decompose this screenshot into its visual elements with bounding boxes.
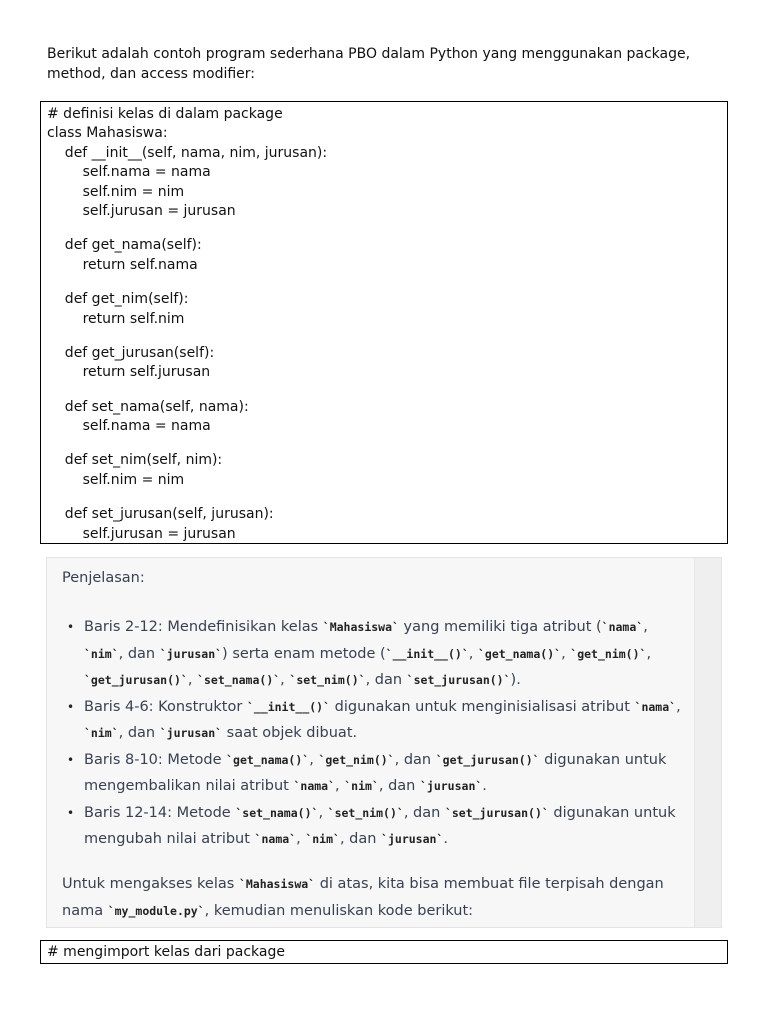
text-span: , bbox=[309, 751, 319, 768]
inline-code: `jurusan` bbox=[159, 726, 223, 740]
inline-code: `jurusan` bbox=[419, 779, 483, 793]
text-span: , dan bbox=[394, 751, 436, 768]
code-line: self.nim = nim bbox=[47, 471, 185, 488]
inline-code: `nama` bbox=[293, 779, 336, 793]
inline-code: `__init__()` bbox=[246, 699, 331, 714]
explanation-bullet-item bbox=[61, 694, 689, 747]
code-line: # definisi kelas di dalam package bbox=[47, 106, 283, 122]
code-line: self.nim = nim bbox=[47, 183, 185, 200]
text-span: digunakan untuk mengembalikan nilai atribut bbox=[84, 751, 667, 794]
text-span: , kemudian menuliskan kode berikut: bbox=[204, 902, 474, 919]
text-span: . bbox=[443, 831, 448, 847]
inline-code: `nim` bbox=[84, 726, 119, 740]
text-span: digunakan untuk mengubah nilai atribut bbox=[84, 804, 676, 847]
code-line: self.jurusan = jurusan bbox=[47, 525, 236, 542]
code-line: def set_nim(self, nim): bbox=[47, 452, 223, 469]
text-span: , dan bbox=[118, 725, 160, 741]
inline-code: `set_nama()` bbox=[235, 805, 319, 820]
text-span: , dan bbox=[339, 831, 382, 847]
text-span: Untuk mengakses kelas bbox=[62, 876, 239, 892]
text-span: , dan bbox=[118, 645, 160, 662]
inline-code: `get_nim()` bbox=[318, 752, 395, 767]
bullet-dot-icon: • bbox=[67, 699, 75, 714]
inline-code: `jurusan` bbox=[159, 646, 223, 661]
explanation-bullet-item bbox=[61, 800, 689, 853]
code-line bbox=[47, 221, 727, 236]
text-span: , bbox=[468, 645, 478, 662]
intro-paragraph bbox=[47, 44, 727, 84]
intro-line-2: method, dan access modifier: bbox=[47, 66, 256, 82]
text-span: , bbox=[676, 698, 681, 715]
inline-code: `nim` bbox=[344, 779, 379, 793]
explanation-bullet-item bbox=[61, 614, 689, 694]
panel-scrollbar[interactable] bbox=[694, 558, 721, 927]
text-span: di atas, kita bisa membuat file terpisah dengan nama bbox=[62, 876, 664, 919]
code-block-import bbox=[40, 940, 728, 964]
inline-code: `set_jurusan()` bbox=[444, 805, 549, 820]
inline-code: `get_nama()` bbox=[477, 646, 562, 661]
text-span: Baris 4-6: Konstruktor bbox=[84, 698, 247, 715]
code-line bbox=[47, 383, 727, 398]
code-line: def __init__(self, nama, nim, jurusan): bbox=[47, 144, 328, 161]
text-span: , dan bbox=[403, 804, 445, 821]
inline-code: `__init__()` bbox=[385, 646, 469, 661]
text-span: ). bbox=[510, 672, 521, 688]
explanation-outro bbox=[62, 871, 692, 924]
text-span: , dan bbox=[378, 778, 420, 794]
inline-code: `jurusan` bbox=[381, 832, 444, 846]
code-line bbox=[47, 329, 727, 344]
code-line: return self.nim bbox=[47, 310, 185, 327]
code-line bbox=[47, 490, 727, 505]
inline-code: `nama` bbox=[601, 620, 644, 634]
inline-code: `set_nama()` bbox=[197, 673, 281, 687]
bullet-dot-icon: • bbox=[67, 752, 75, 767]
text-span: digunakan untuk menginisialisasi atribut bbox=[330, 698, 635, 715]
text-span: , bbox=[561, 645, 571, 662]
text-span: saat objek dibuat. bbox=[222, 725, 358, 741]
inline-code: `get_jurusan()` bbox=[435, 752, 540, 767]
inline-code: `my_module.py` bbox=[107, 903, 205, 918]
code-line: def set_jurusan(self, jurusan): bbox=[47, 506, 274, 523]
code-block-class-definition bbox=[40, 101, 728, 544]
inline-code: `nim` bbox=[305, 832, 340, 846]
inline-code: `Mahasiswa` bbox=[322, 620, 399, 634]
code-line bbox=[47, 436, 727, 451]
bullet-dot-icon: • bbox=[67, 805, 75, 820]
text-span: Baris 2-12: Mendefinisikan kelas bbox=[84, 619, 323, 635]
text-span: , dan bbox=[365, 672, 407, 688]
inline-code: `nama` bbox=[254, 832, 297, 846]
text-span: , bbox=[280, 672, 290, 688]
code-line: def get_nim(self): bbox=[47, 291, 189, 308]
code-line: self.nama = nama bbox=[47, 164, 211, 181]
text-span: . bbox=[482, 778, 487, 794]
code-line: def get_jurusan(self): bbox=[47, 344, 215, 361]
inline-code: `nim` bbox=[84, 646, 119, 661]
bullet-dot-icon: • bbox=[67, 620, 75, 634]
explanation-bullet-list bbox=[61, 614, 689, 853]
text-span: Baris 8-10: Metode bbox=[84, 751, 227, 768]
code-line: # mengimport kelas dari package bbox=[47, 944, 285, 960]
text-span: , bbox=[187, 672, 198, 688]
code-line: def set_nama(self, nama): bbox=[47, 398, 249, 415]
inline-code: `set_nim()` bbox=[327, 805, 404, 820]
inline-code: `get_nama()` bbox=[226, 752, 310, 767]
code-line: self.nama = nama bbox=[47, 418, 211, 435]
text-span: Baris 12-14: Metode bbox=[84, 804, 236, 821]
code-line bbox=[47, 275, 727, 290]
text-span: ) serta enam metode ( bbox=[222, 645, 386, 662]
code-line: return self.nama bbox=[47, 256, 198, 273]
inline-code: `Mahasiswa` bbox=[238, 877, 316, 891]
text-span: , bbox=[643, 619, 648, 635]
code-line: return self.jurusan bbox=[47, 364, 211, 381]
code-line: self.jurusan = jurusan bbox=[47, 202, 236, 219]
inline-code: `get_nim()` bbox=[570, 646, 647, 661]
inline-code: `set_jurusan()` bbox=[406, 673, 511, 687]
inline-code: `get_jurusan()` bbox=[84, 673, 188, 687]
text-span: , bbox=[318, 804, 328, 821]
text-span: yang memiliki tiga atribut ( bbox=[398, 619, 602, 635]
explanation-title: Penjelasan: bbox=[62, 570, 145, 586]
text-span: , bbox=[646, 645, 652, 662]
intro-line-1: Berikut adalah contoh program sederhana PBO dalam Python yang menggunakan package, bbox=[47, 46, 691, 62]
explanation-panel bbox=[47, 558, 695, 927]
code-line: class Mahasiswa: bbox=[47, 125, 168, 142]
text-span: , bbox=[296, 831, 306, 847]
text-span: , bbox=[335, 778, 345, 794]
explanation-screenshot bbox=[46, 557, 722, 928]
code-line: def get_nama(self): bbox=[47, 237, 202, 254]
inline-code: `nama` bbox=[634, 699, 677, 714]
inline-code: `set_nim()` bbox=[289, 673, 366, 687]
explanation-bullet-item bbox=[61, 747, 689, 800]
